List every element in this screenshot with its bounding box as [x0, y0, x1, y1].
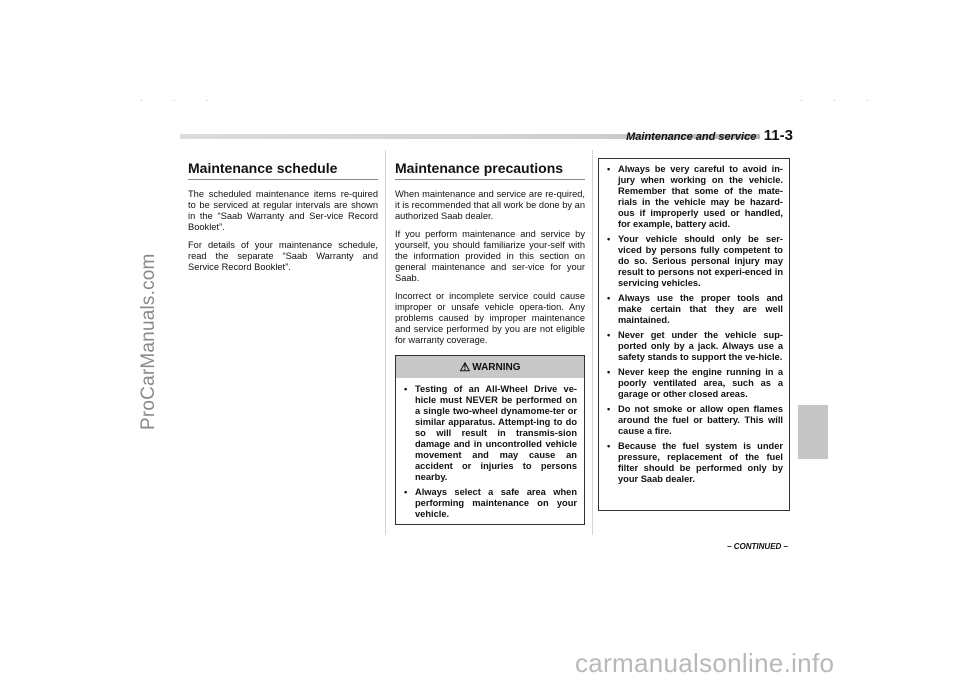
column-divider-1	[385, 150, 386, 535]
paragraph: For details of your maintenance schedule, read the separate “Saab Warranty and Service Record Booklet”.	[188, 240, 378, 272]
paragraph: The scheduled maintenance items re-quired to be serviced at regular intervals are shown in the “Saab Warranty and Ser-vice Record Booklet”.	[188, 189, 378, 232]
crop-marks-left: · · ·	[140, 96, 223, 105]
warning-box	[395, 355, 585, 525]
list-item: • Always use the proper tools and make certain that they are well maintained.	[603, 293, 783, 326]
warning-header	[396, 356, 584, 378]
page-number: 11-3	[763, 127, 793, 144]
warning-list	[396, 378, 584, 520]
header-section-title: Maintenance and service	[626, 131, 757, 143]
warning-triangle-icon: ⚠	[459, 360, 471, 374]
list-item: • Always select a safe area when performing maintenance on your vehicle.	[400, 487, 577, 520]
section-title-maintenance-precautions: Maintenance precautions	[395, 160, 585, 180]
crop-marks-right: · · ·	[800, 96, 883, 105]
precautions-list	[599, 159, 789, 485]
paragraph: When maintenance and service are re-quired, it is recommended that all work be done by an authorized Saab dealer.	[395, 189, 585, 221]
list-item: • Testing of an All-Wheel Drive ve-hicle must NEVER be performed on a single two-wheel dynamome-ter or similar apparatus. Attempt-ing to do so will result in transmis-sion damage and in uncontrolled vehicle movement and may cause an accident or injuries to persons nearby.	[400, 384, 577, 483]
section-title-maintenance-schedule: Maintenance schedule	[188, 160, 378, 180]
list-item: • Your vehicle should only be ser-viced by persons fully competent to do so. Serious personal injury may result to persons not experi-enced in servicing vehicles.	[603, 234, 783, 289]
warning-label: WARNING	[472, 362, 521, 373]
list-item: • Always be very careful to avoid in-jury when working on the vehicle. Remember that some of the mate-rials in the vehicle may be hazard-ous if improperly used or handled, for example, battery acid.	[603, 164, 783, 230]
precautions-box	[598, 158, 790, 511]
bottom-watermark: carmanualsonline.info	[575, 648, 835, 678]
chapter-tab	[798, 405, 828, 459]
middle-column	[395, 160, 585, 346]
column-divider-2	[592, 150, 593, 535]
left-column	[188, 160, 378, 273]
list-item: • Never keep the engine running in a poorly ventilated area, such as a garage or other closed areas.	[603, 367, 783, 400]
page-header	[626, 127, 793, 145]
paragraph: If you perform maintenance and service by yourself, you should familiarize your-self with the information provided in this section on general maintenance and ser-vice for your Saab.	[395, 229, 585, 283]
list-item: • Because the fuel system is under pressure, replacement of the fuel filter should be performed only by your Saab dealer.	[603, 441, 783, 485]
continued-label: – CONTINUED –	[727, 542, 788, 551]
paragraph: Incorrect or incomplete service could cause improper or unsafe vehicle opera-tion. Any problems caused by improper maintenance and service performed by you are not eligible for warranty coverage.	[395, 291, 585, 345]
list-item: • Do not smoke or allow open flames around the fuel or battery. This will cause a fire.	[603, 404, 783, 437]
list-item: • Never get under the vehicle sup-ported only by a jack. Always use a safety stands to support the ve-hicle.	[603, 330, 783, 363]
side-watermark: ProCarManuals.com	[138, 253, 159, 430]
